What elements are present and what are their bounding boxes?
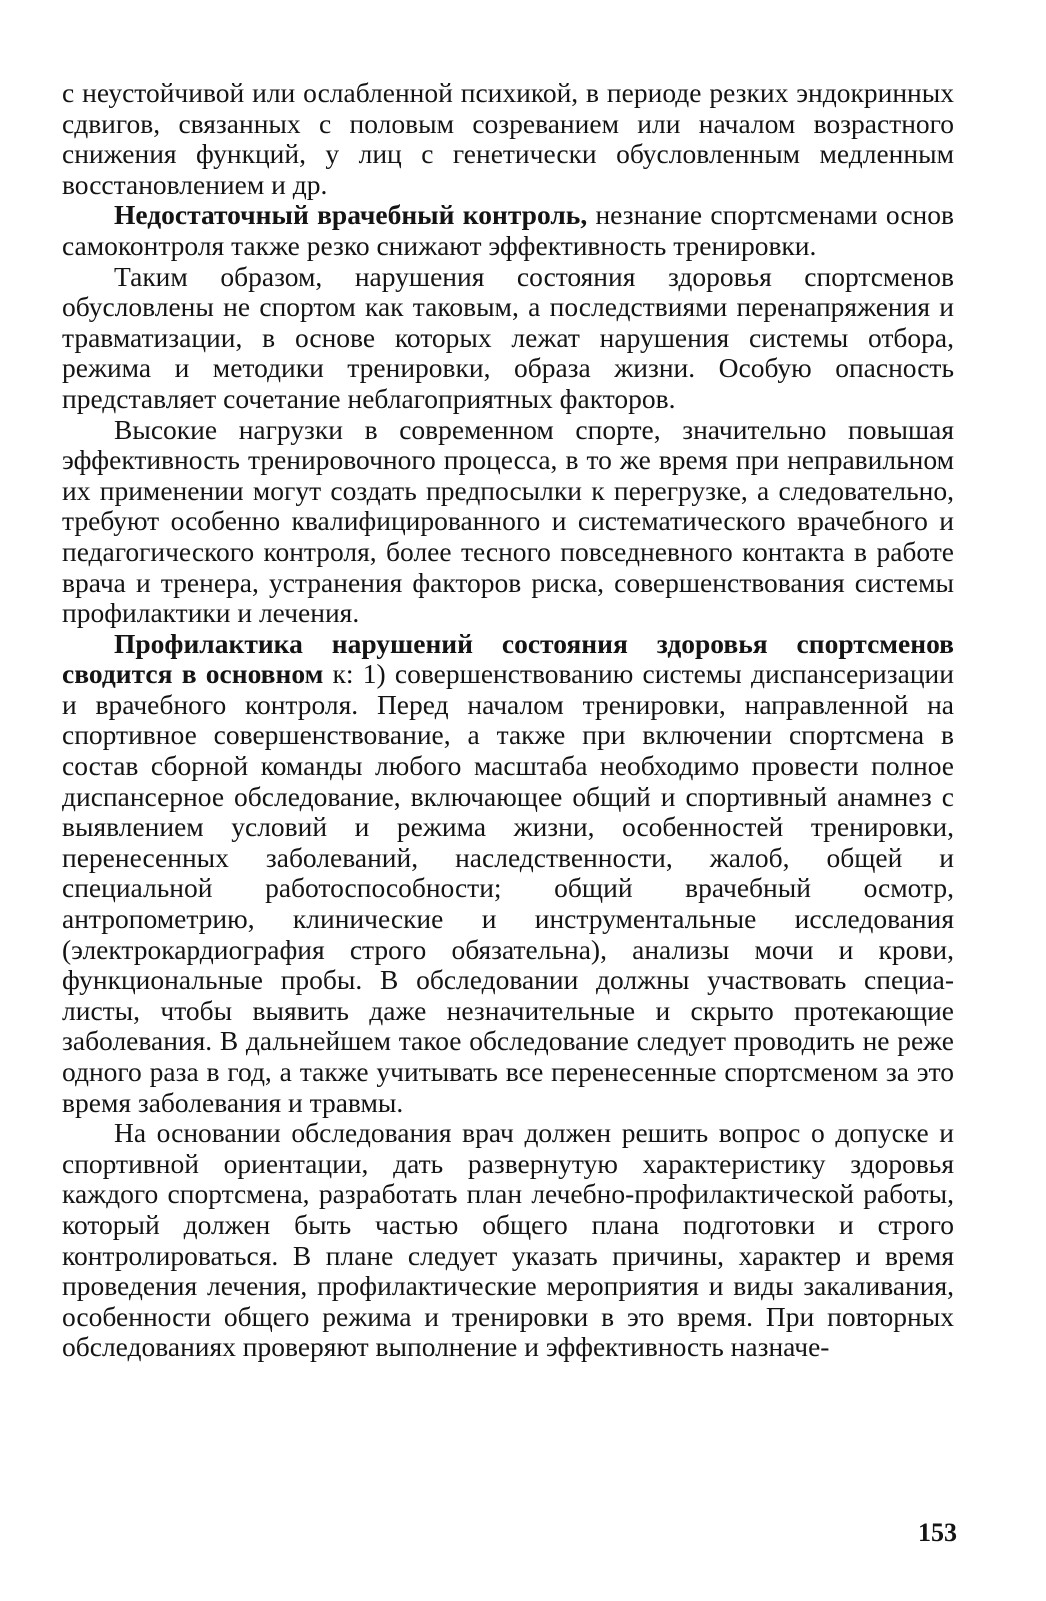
paragraph-5: [62, 629, 954, 1119]
paragraph-6: [62, 1118, 954, 1363]
paragraph-3-text: Таким образом, нарушения состояния здоровья спортсменов обусловлены не спортом как таковым, а последствиями перенапряжения и травматизации, в основе которых лежат нарушения системы отбора, режима и методики тренировки, образа жизни. Особую опасность представляет сочетание неблагоприятных факторов.: [62, 260, 954, 414]
paragraph-5-lead: Профилактика нарушений состояния здоровья спортсменов сводится в основном: [62, 627, 954, 690]
paragraph-3: [62, 262, 954, 415]
paragraph-6-text: На основании обследования врач должен решить вопрос о допуске и спортивной ориентации, дать развернутую характеристику здоровья каждого спортсмена, разработать план лечебно-профилактической работы, который должен быть частью общего плана подготовки и строго контролироваться. В плане следует указать причины, характер и время проведения лечения, профилактические мероприятия и виды закаливания, особенности общего режима и тренировки в это время. При повторных обследованиях проверяют выполнение и эффективность назначе-: [62, 1117, 954, 1363]
page-number: 153: [918, 1518, 957, 1547]
paragraph-2-text: незнание спортсменами основ самоконтроля также резко снижают эффективность тренировки.: [62, 199, 954, 261]
paragraph-2: [62, 200, 954, 261]
page-body: [62, 78, 954, 1363]
paragraph-2-lead: Недостаточный врачебный контроль,: [114, 199, 588, 231]
paragraph-4-text: Высокие нагрузки в современном спорте, значительно повышая эффективность тренировочного процесса, в то же время при неправильном их применении могут создать предпосылки к перегрузке, а следовательно, требуют особенно квалифицированного и систематического врачебного и педагогического контроля, более тесного повседневного контакта в работе врача и тренера, устранения факторов риска, совершенствования системы профилактики и лечения.: [62, 413, 954, 629]
paragraph-5-text: к: 1) совершенствованию системы диспансеризации и врачебного контроля. Перед началом тренировки, направленной на спортивное совершенствование, а также при включении спортсмена в состав сборной команды любого масштаба необходимо провести полное диспансерное обследование, включающее общий и спортивный анамнез с выявлением условий и режима жизни, особенностей тренировки, перенесенных заболеваний, наследственности, жалоб, общей и специальной работоспособности; общий врачебный осмотр, антропометрию, клинические и инструментальные исследования (электрокардиография строго обязательна), анализы мочи и крови, функциональные пробы. В обследовании должны участвовать специалисты, чтобы выявить даже незначительные и скрыто протекающие заболевания. В дальнейшем такое обследование следует проводить не реже одного раза в год, а также учитывать все перенесенные спортсменом за это время заболевания и травмы.: [62, 658, 954, 1118]
paragraph-4: [62, 415, 954, 629]
paragraph-1: [62, 78, 954, 200]
paragraph-1-text: с неустойчивой или ослабленной психикой, в периоде резких эндокринных сдвигов, связанных с половым созреванием или началом возрастного снижения функций, у лиц с генетически обусловленным медленным восстановлением и др.: [62, 77, 954, 200]
